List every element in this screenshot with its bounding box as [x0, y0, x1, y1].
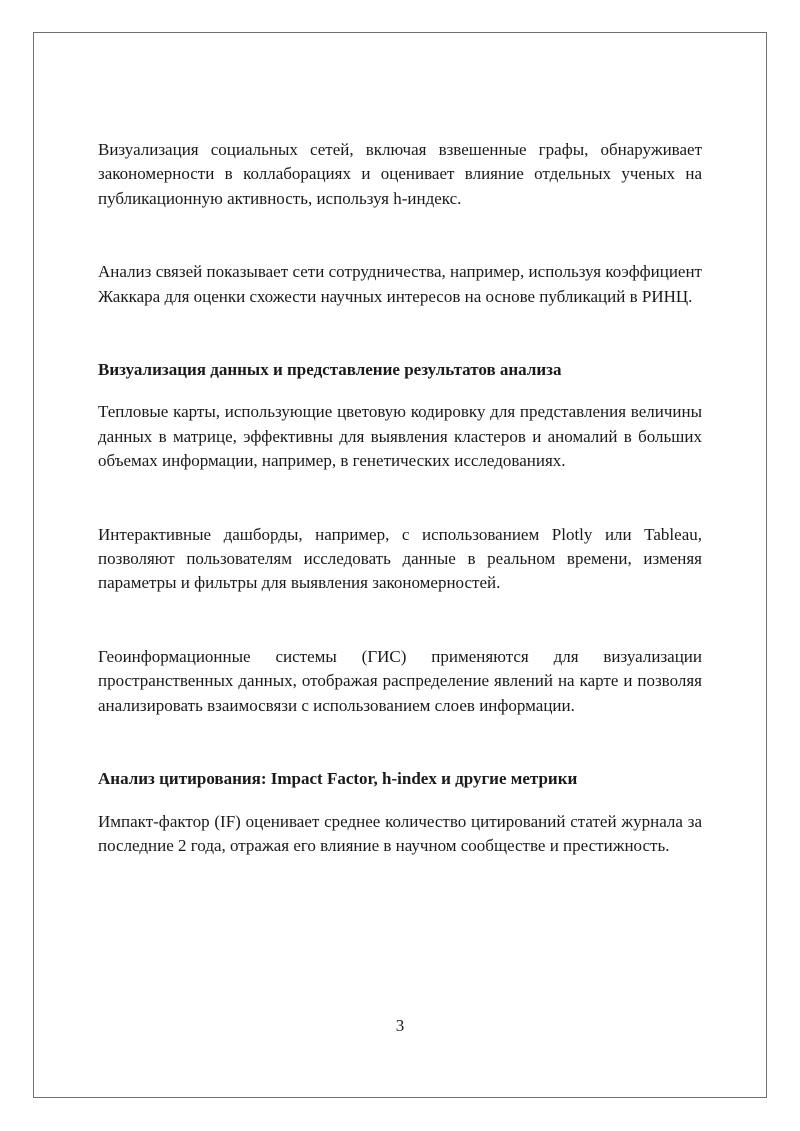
section-heading-citation-analysis: Анализ цитирования: Impact Factor, h-index и другие метрики — [98, 769, 578, 789]
heading-spacer — [98, 792, 702, 810]
paragraph-spacer — [98, 309, 702, 358]
paragraph-gis: Геоинформационные системы (ГИС) применяются для визуализации пространственных данных, отображая распределение явлений на карте и позволяя анализировать взаимосвязи с использованием слоев информации. — [98, 646, 702, 715]
page-number: 3 — [395, 1016, 405, 1035]
paragraph-social-networks: Визуализация социальных сетей, включая взвешенные графы, обнаруживает закономерности в коллаборациях и оценивает влияние отдельных ученых на публикационную активность, используя h-индекс. — [98, 140, 702, 208]
paragraph-link-analysis: Анализ связей показывает сети сотрудничества, например, используя коэффициент Жаккара для оценки схожести научных интересов на основе публикаций в РИНЦ. — [98, 262, 702, 306]
paragraph-spacer — [98, 596, 702, 645]
paragraph-impact-factor: Импакт-фактор (IF) оценивает среднее количество цитирований статей журнала за последние 2 года, отражая его влияние в научном сообществе и престижность. — [98, 811, 702, 855]
paragraph-heatmaps: Тепловые карты, использующие цветовую кодировку для представления величины данных в матрице, эффективны для выявления кластеров и аномалий в больших объемах информации, например, в генетических исследованиях. — [98, 402, 702, 471]
paragraph-spacer — [98, 211, 702, 260]
paragraph-spacer — [98, 718, 702, 767]
heading-spacer — [98, 382, 702, 400]
paragraph-spacer — [98, 474, 702, 523]
document-body — [98, 138, 702, 858]
paragraph-dashboards: Интерактивные дашборды, например, с использованием Plotly или Tableau, позволяют пользователям исследовать данные в реальном времени, изменяя параметры и фильтры для выявления закономерностей. — [98, 524, 702, 593]
section-heading-visualization: Визуализация данных и представление результатов анализа — [98, 360, 562, 380]
